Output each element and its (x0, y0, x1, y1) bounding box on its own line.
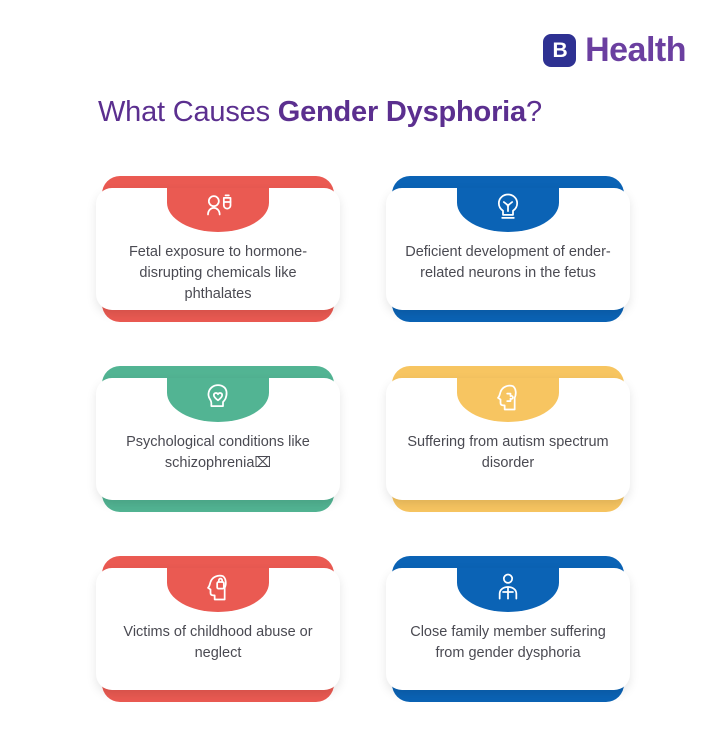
brand-mark-icon: B (543, 34, 576, 67)
cause-card (96, 556, 340, 702)
page-title-emphasis: Gender Dysphoria (277, 96, 526, 128)
page-title-suffix: ? (525, 96, 542, 128)
card-notch (167, 378, 269, 422)
cause-card (386, 366, 630, 512)
card-sheet (96, 378, 340, 500)
brain-neuron-icon (488, 188, 528, 227)
brand-name: Health (585, 31, 686, 69)
head-heart-icon (198, 378, 238, 417)
card-text: Fetal exposure to hormone-disrupting chemicals like phthalates (128, 244, 308, 303)
family-person-icon (488, 568, 528, 607)
card-text: Close family member suffering from gender dysphoria (410, 624, 606, 662)
head-puzzle-icon (488, 378, 528, 417)
card-sheet (386, 568, 630, 690)
card-text: Victims of childhood abuse or neglect (123, 624, 313, 662)
card-sheet (386, 188, 630, 310)
card-notch (167, 568, 269, 612)
page-title (98, 96, 542, 129)
fetus-chemicals-icon (198, 188, 238, 227)
card-notch (457, 378, 559, 422)
child-abuse-icon (198, 568, 238, 607)
cause-card (386, 556, 630, 702)
card-sheet (96, 188, 340, 310)
card-notch (457, 188, 559, 232)
cause-card (96, 366, 340, 512)
brand-logo (543, 31, 686, 70)
page-title-prefix: What Causes (98, 96, 278, 128)
card-text: Deficient development of ender-related neurons in the fetus (405, 244, 611, 282)
card-notch (457, 568, 559, 612)
cause-card (96, 176, 340, 322)
card-sheet (386, 378, 630, 500)
card-notch (167, 188, 269, 232)
card-sheet (96, 568, 340, 690)
card-text: Psychological conditions like schizophrenia⌧ (126, 434, 310, 472)
card-text: Suffering from autism spectrum disorder (407, 434, 609, 472)
cause-card (386, 176, 630, 322)
cause-card-grid (96, 176, 630, 702)
